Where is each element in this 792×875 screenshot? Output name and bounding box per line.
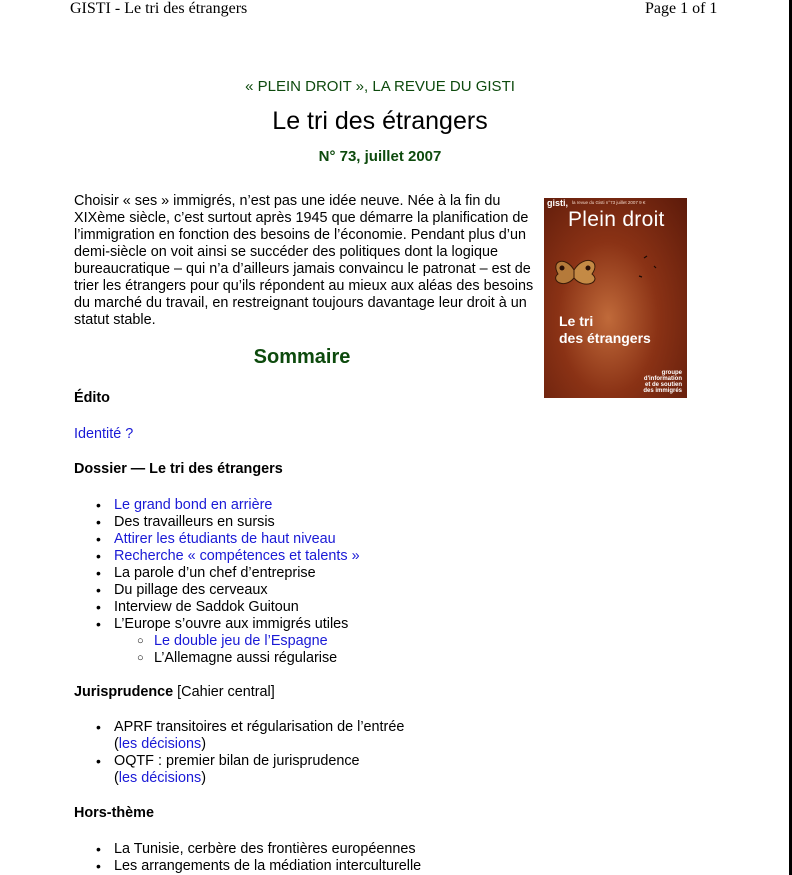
jurisprudence-heading: Jurisprudence [Cahier central] (74, 684, 275, 700)
sommaire-heading: Sommaire (253, 346, 351, 368)
cover-brand: gisti, (547, 198, 569, 208)
jurisprudence-list (74, 719, 574, 787)
decisions-link[interactable]: les décisions (118, 770, 202, 786)
dossier-heading: Dossier — Le tri des étrangers (74, 461, 283, 477)
cover-title-line1: Le tri (559, 313, 594, 329)
hors-theme-heading: Hors-thème (74, 805, 154, 821)
cover-group (643, 370, 682, 394)
list-item[interactable]: • Attirer les étudiants de haut niveau (74, 531, 574, 548)
list-item: • Du pillage des cerveaux (74, 582, 574, 599)
list-item: • La Tunisie, cerbère des frontières européennes (74, 841, 574, 858)
sub-list-item[interactable]: ○ Le double jeu de l’Espagne (74, 633, 574, 650)
cover-group-line3: et de soutien (644, 382, 682, 388)
issue-number: N° 73, juillet 2007 (318, 148, 442, 165)
page-title: Le tri des étrangers (272, 107, 488, 135)
cover-masthead: Plein droit (568, 208, 665, 231)
cover-group-line1: groupe (661, 370, 682, 376)
print-header-title: GISTI - Le tri des étrangers (70, 0, 248, 17)
intro-paragraph: Choisir « ses » immigrés, n’est pas une idée neuve. Née à la fin du XIXème siècle, c’est surtout après 1945 que démarre la planification de l’immigration en fonction des besoins de l’économie. Pendant plus d’un demi-siècle on voit ainsi se succéder des politiques dont la logique bureaucratique – qui n’a d’ailleurs jamais convaincu le patronat – est de trier les étrangers pour qu’ils répondent au mieux aux aléas des besoins du marché du travail, en restreignant toujours davantage leur droit à un statut stable. (74, 193, 534, 328)
cover-small-line: la revue du Gisti n°73 juillet 2007 9 € (572, 200, 646, 205)
review-kicker: « PLEIN DROIT », LA REVUE DU GISTI (245, 78, 515, 95)
list-item: • La parole d’un chef d’entreprise (74, 565, 574, 582)
decisions-link[interactable]: les décisions (118, 736, 202, 752)
list-item: • OQTF : premier bilan de jurisprudence (les décisions) (74, 753, 574, 787)
list-item: • L’Europe s’ouvre aux immigrés utiles (74, 616, 574, 633)
list-item[interactable]: • Le grand bond en arrière (74, 497, 574, 514)
cover-group-line2: d'information (643, 376, 682, 382)
page-counter: Page 1 of 1 (645, 0, 718, 17)
edito-link[interactable]: Identité ? (74, 426, 134, 442)
list-item: • Interview de Saddok Guitoun (74, 599, 574, 616)
hors-theme-list (74, 841, 574, 875)
dossier-list (74, 497, 574, 667)
cover-image[interactable] (544, 198, 687, 398)
print-header (0, 0, 792, 20)
edito-heading: Édito (74, 390, 110, 406)
list-item: • Les arrangements de la médiation interculturelle (74, 858, 574, 875)
edito-link-row (74, 426, 133, 442)
cover-title (559, 313, 651, 347)
list-item: • APRF transitoires et régularisation de l’entrée (les décisions) (74, 719, 574, 753)
article-content (74, 76, 714, 874)
sub-list-item: ○ L’Allemagne aussi régularise (74, 650, 574, 667)
cover-title-line2: des étrangers (559, 330, 651, 346)
cover-group-line4: des immigrés (643, 388, 682, 394)
list-item: • Des travailleurs en sursis (74, 514, 574, 531)
jurisprudence-suffix: [Cahier central] (177, 684, 275, 700)
list-item[interactable]: • Recherche « compétences et talents » (74, 548, 574, 565)
